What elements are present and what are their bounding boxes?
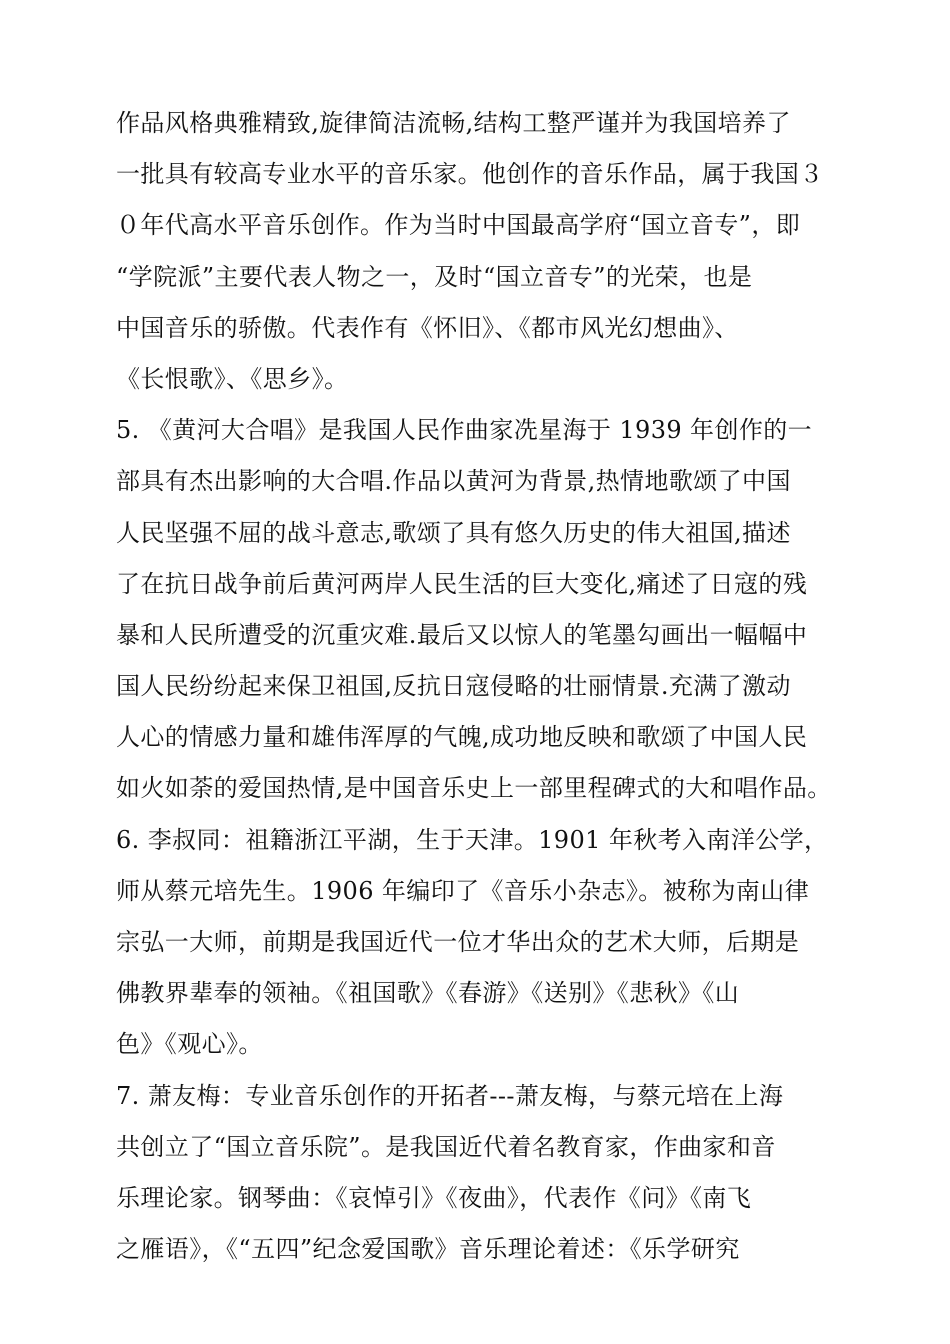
- text-line: 如火如荼的爱国热情,是中国音乐史上一部里程碑式的大和唱作品。: [116, 774, 832, 803]
- text-line: 国人民纷纷起来保卫祖国,反抗日寇侵略的壮丽情景.充满了激动: [116, 672, 791, 701]
- text-line: 部具有杰出影响的大合唱.作品以黄河为背景,热情地歌颂了中国: [116, 467, 791, 496]
- text-line: 乐理论家。钢琴曲：《哀悼引》《夜曲》，代表作《问》《南飞: [116, 1183, 752, 1212]
- text-line: 人民坚强不屈的战斗意志,歌颂了具有悠久历史的伟大祖国,描述: [116, 518, 791, 547]
- text-line: 暴和人民所遭受的沉重灾难.最后又以惊人的笔墨勾画出一幅幅中: [116, 620, 808, 649]
- text-line: 人心的情感力量和雄伟浑厚的气魄,成功地反映和歌颂了中国人民: [116, 723, 808, 752]
- text-line: 共创立了“国立音乐院”。是我国近代着名教育家，作曲家和音: [116, 1132, 776, 1161]
- text-line: 5. 《黄河大合唱》是我国人民作曲家冼星海于 1939 年创作的一: [116, 416, 813, 445]
- text-line: 之雁语》，《“五四”纪念爱国歌》音乐理论着述：《乐学研究: [116, 1235, 740, 1264]
- text-line: 宗弘一大师，前期是我国近代一位才华出众的艺术大师，后期是: [116, 928, 800, 956]
- document-body: [116, 98, 846, 1275]
- text-line: 师从蔡元培先生。1906 年编印了《音乐小杂志》。被称为南山律: [116, 876, 810, 905]
- text-line: 作品风格典雅精致,旋律简洁流畅,结构工整严谨并为我国培养了: [116, 109, 791, 137]
- text-line: 《长恨歌》、《思乡》。: [116, 364, 349, 393]
- text-line: 了在抗日战争前后黄河两岸人民生活的巨大变化,痛述了日寇的残: [116, 569, 808, 598]
- text-line: 色》《观心》。: [116, 1030, 263, 1059]
- text-line: 7. 萧友梅：专业音乐创作的开拓者---萧友梅，与蔡元培在上海: [116, 1081, 784, 1110]
- text-line: 6. 李叔同：祖籍浙江平湖，生于天津。1901 年秋考入南洋公学，: [116, 825, 829, 854]
- text-line: 一批具有较高专业水平的音乐家。他创作的音乐作品，属于我国３: [116, 160, 824, 189]
- text-line: 中国音乐的骄傲。代表作有《怀旧》、《都市风光幻想曲》、: [116, 313, 739, 342]
- text-line: “学院派”主要代表人物之一，及时“国立音专”的光荣，也是: [116, 262, 753, 291]
- text-line: ０年代高水平音乐创作。作为当时中国最高学府“国立音专”，即: [116, 211, 801, 240]
- text-line: 佛教界辈奉的领袖。《祖国歌》《春游》《送别》《悲秋》《山: [116, 979, 740, 1008]
